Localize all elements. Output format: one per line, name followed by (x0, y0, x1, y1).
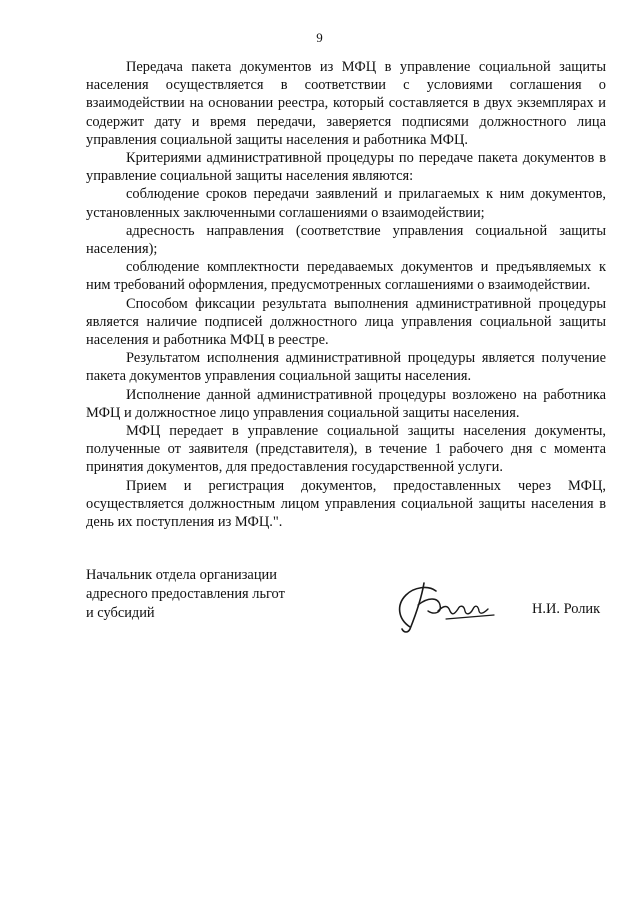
signature-stroke (446, 615, 494, 619)
position-line: Начальник отдела организации (86, 567, 277, 583)
signatory-name: Н.И. Ролик (532, 601, 601, 617)
position-line: адресного предоставления льгот (86, 586, 285, 602)
handwritten-signature (388, 575, 498, 635)
signatory-position (86, 566, 285, 623)
paragraph: соблюдение комплектности передаваемых документов и предъявляемых к ним требований оформления, предусмотренных соглашениями о взаимодействии. (86, 259, 606, 294)
signature-stroke (418, 599, 440, 613)
paragraph: Результатом исполнения административной процедуры является получение пакета документов управления социальной защиты населения. (86, 350, 606, 385)
paragraph: Способом фиксации результата выполнения административной процедуры является наличие подписей должностного лица управления социальной защиты населения и работника МФЦ в реестре. (86, 295, 606, 349)
page-number: 9 (316, 30, 323, 45)
paragraph: Передача пакета документов из МФЦ в управление социальной защиты населения осуществляется в соответствии с условиями соглашения о взаимодействии на основании реестра, который составляется в двух экземплярах и содержит дату и время передачи, заверяется подписями должностного лица управления социальной защиты населения и работника МФЦ. (86, 59, 606, 148)
paragraph: МФЦ передает в управление социальной защиты населения документы, полученные от заявителя (представителя), в течение 1 рабочего дня с момента принятия документов, для предоставления государственной услуги. (86, 423, 606, 476)
body-text (86, 58, 606, 531)
paragraph: Прием и регистрация документов, предоставленных через МФЦ, осуществляется должностным лицом управления социальной защиты населения в день их поступления из МФЦ.". (86, 477, 606, 531)
paragraph: Критериями административной процедуры по передаче пакета документов в управление социальной защиты населения являются: (86, 150, 606, 185)
position-line: и субсидий (86, 605, 155, 621)
paragraph: Исполнение данной административной процедуры возложено на работника МФЦ и должностное лицо управления социальной защиты населения. (86, 386, 606, 421)
signature-stroke (438, 606, 488, 614)
paragraph: адресность направления (соответствие управления социальной защиты населения); (86, 222, 606, 258)
paragraph: соблюдение сроков передачи заявлений и прилагаемых к ним документов, установленных заключенными соглашениями о взаимодействии; (86, 186, 606, 221)
